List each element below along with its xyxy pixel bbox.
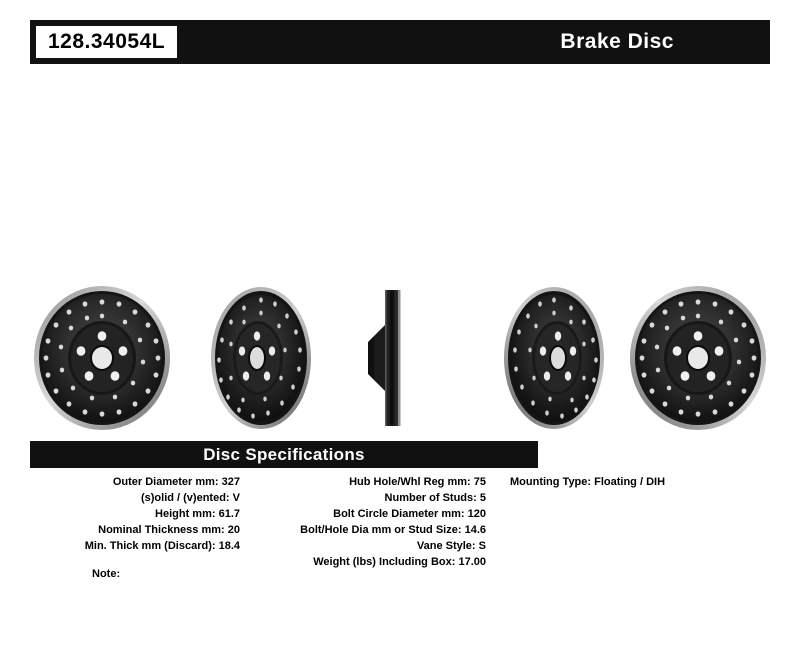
note-label: Note: <box>92 568 121 580</box>
spec-value: 327 <box>221 476 240 488</box>
spec-label: Number of Studs: <box>384 492 477 504</box>
spec-value: 5 <box>479 492 486 504</box>
rotor-view-3 <box>360 280 430 445</box>
spec-row <box>510 474 770 490</box>
rotor-view-5 <box>620 280 770 445</box>
spec-column-middle <box>266 474 486 570</box>
spec-label: Weight (lbs) Including Box: <box>313 556 456 568</box>
spec-value: 17.00 <box>458 556 486 568</box>
drilled-rotor-three-quarter-right-icon <box>490 280 620 440</box>
rotor-view-2 <box>195 280 325 445</box>
spec-row <box>266 554 486 570</box>
spec-value: 14.6 <box>464 524 486 536</box>
rotor-view-1 <box>30 280 180 445</box>
spec-row <box>30 538 240 554</box>
spec-value: 75 <box>473 476 486 488</box>
spec-value: V <box>232 492 240 504</box>
drilled-rotor-three-quarter-left-icon <box>195 280 325 440</box>
product-title: Brake Disc <box>560 30 674 53</box>
spec-band-title: Disc Specifications <box>30 441 538 468</box>
spec-label: Outer Diameter mm: <box>112 476 219 488</box>
spec-label: Height mm: <box>155 508 216 520</box>
spec-row <box>266 522 486 538</box>
spec-column-right <box>510 474 770 490</box>
spec-value: 20 <box>227 524 240 536</box>
drilled-rotor-front-left-angle-icon <box>30 280 180 440</box>
spec-value: 120 <box>467 508 486 520</box>
spec-value: 61.7 <box>218 508 240 520</box>
spec-value: S <box>478 540 486 552</box>
spec-label: Bolt Circle Diameter mm: <box>333 508 465 520</box>
spec-row <box>30 490 240 506</box>
spec-label: Nominal Thickness mm: <box>98 524 225 536</box>
spec-label: Vane Style: <box>416 540 476 552</box>
product-header-bar <box>30 20 770 64</box>
spec-label: Min. Thick mm (Discard): <box>84 540 216 552</box>
spec-row <box>266 490 486 506</box>
part-number: 128.34054L <box>36 26 177 58</box>
spec-column-left <box>30 474 240 554</box>
spec-value: 18.4 <box>218 540 240 552</box>
spec-value: Floating / DIH <box>594 476 666 488</box>
note-area <box>30 568 120 580</box>
spec-label: Mounting Type: <box>510 476 592 488</box>
product-image-row <box>30 280 770 440</box>
drilled-rotor-front-right-angle-icon <box>620 280 770 440</box>
spec-label: Bolt/Hole Dia mm or Stud Size: <box>300 524 462 536</box>
spec-row <box>266 538 486 554</box>
rotor-view-4 <box>490 280 620 445</box>
spec-row <box>30 522 240 538</box>
rotor-edge-profile-icon <box>360 280 430 440</box>
spec-row <box>30 474 240 490</box>
spec-label: Hub Hole/Whl Reg mm: <box>349 476 471 488</box>
spec-row <box>266 506 486 522</box>
spec-row <box>266 474 486 490</box>
spec-label: (s)olid / (v)ented: <box>140 492 230 504</box>
spec-row <box>30 506 240 522</box>
